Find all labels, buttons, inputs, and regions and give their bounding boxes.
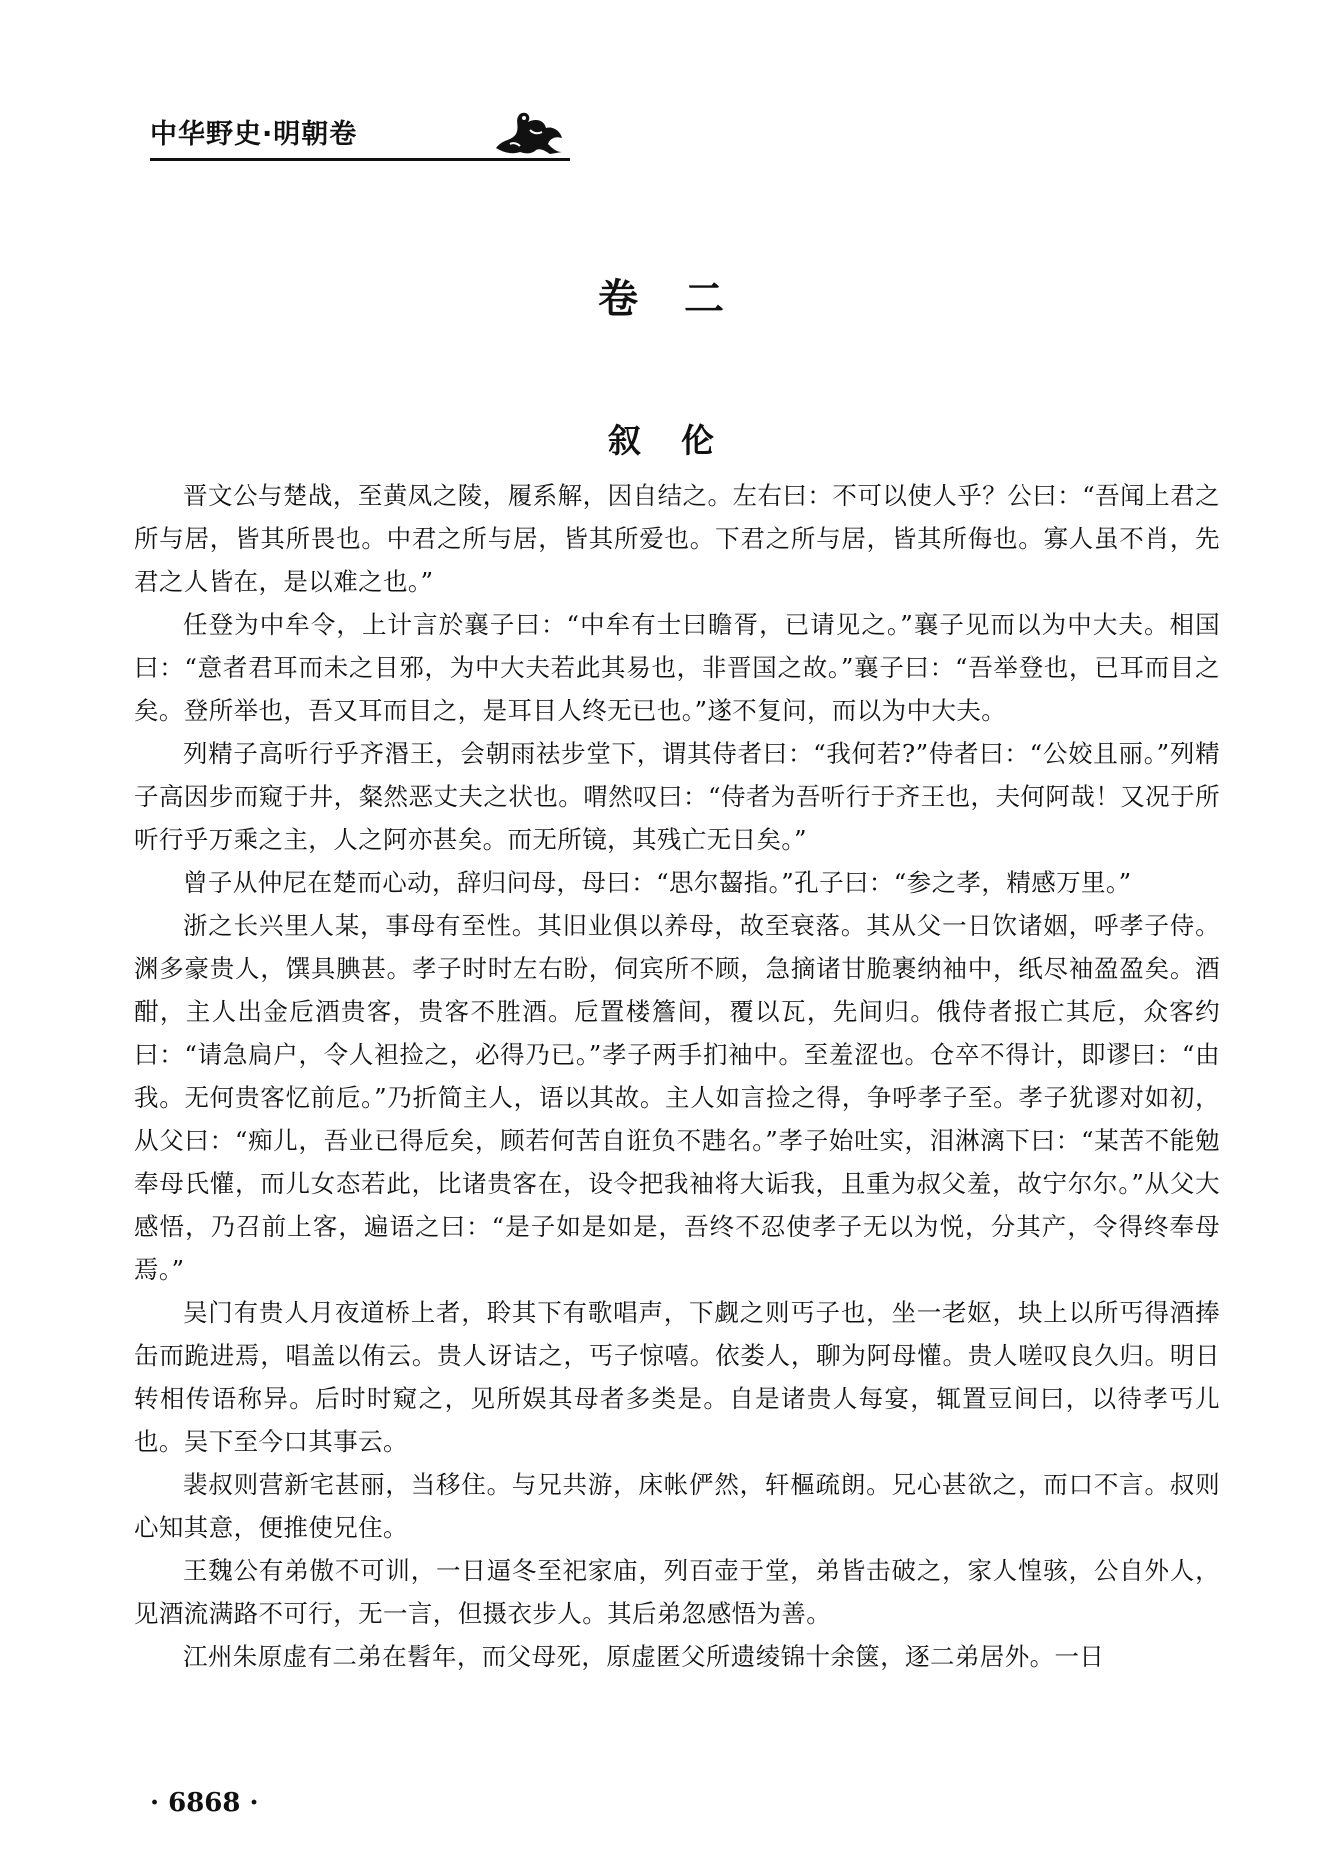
paragraph: 列精子高听行乎齐湣王，会朝雨祛步堂下，谓其侍者曰：“我何若?”侍者曰：“公姣且丽。”列精子高因步而窥于井，粲然恶丈夫之状也。喟然叹曰：“侍者为吾听行于齐王也，夫何阿哉！又况于所听行乎万乘之主，人之阿亦甚矣。而无所镜，其残亡无日矣。” [134,739,1220,854]
running-header [150,108,570,156]
paragraph: 任登为中牟令，上计言於襄子曰：“中牟有士曰瞻胥，已请见之。”襄子见而以为中大夫。相国曰：“意者君耳而未之目邪，为中大夫若此其易也，非晋国之故。”襄子曰：“吾举登也，已耳而目之矣。登所举也，吾又耳而目之，是耳目人终无已也。”遂不复问，而以为中大夫。 [134,610,1220,725]
paragraph: 晋文公与楚战，至黄凤之陵，履系解，因自结之。左右曰：不可以使人乎？公曰：“吾闻上君之所与居，皆其所畏也。中君之所与居，皆其所爱也。下君之所与居，皆其所侮也。寡人虽不肖，先君之人皆在，是以难之也。” [134,481,1220,596]
mythical-beast-emblem-icon [490,108,568,156]
running-title: 中华野史·明朝卷 [150,119,358,150]
paragraph: 吴门有贵人月夜道桥上者，聆其下有歌唱声，下觑之则丐子也，坐一老妪，块上以所丐得酒捧缶而跪进焉，唱盖以侑云。贵人讶诘之，丐子惊嘻。依娄人，聊为阿母懽。贵人嗟叹良久归。明日转相传语称异。后时时窥之，见所娱其母者多类是。自是诸贵人每宴，辄置豆间曰，以待孝丐儿也。吴下至今口其事云。 [134,1298,1220,1456]
paragraph: 王魏公有弟傲不可训，一日逼冬至祀家庙，列百壶于堂，弟皆击破之，家人惶骇，公自外人，见酒流满路不可行，无一言，但摄衣步人。其后弟忽感悟为善。 [134,1556,1220,1628]
paragraph: 曾子从仲尼在楚而心动，辞归问母，母曰：“思尔齧指。”孔子曰：“参之孝，精感万里。” [183,868,1132,897]
section-title: 叙伦 [608,421,754,461]
header-rule [150,158,570,161]
body-text [134,474,1220,1678]
paragraph: 浙之长兴里人某，事母有至性。其旧业俱以养母，故至衰落。其从父一日饮诸姻，呼孝子侍。渊多豪贵人，馔具腆甚。孝子时时左右盼，伺宾所不顾，急摘诸甘脆裹纳袖中，纸尽袖盈盈矣。酒酣，主人出金卮酒贵客，贵客不胜酒。卮置楼簷间，覆以瓦，先间归。俄侍者报亡其卮，众客约曰：“请急扃户，令人袒捡之，必得乃已。”孝子两手扪袖中。至羞涩也。仓卒不得计，即谬曰：“由我。无何贵客忆前卮。”乃折简主人，语以其故。主人如言捡之得，争呼孝子至。孝子犹谬对如初，从父曰：“痴儿，吾业已得卮矣，顾若何苦自诳负不韪名。”孝子始吐实，泪淋漓下曰：“某苦不能勉奉母氏懽，而儿女态若此，比诸贵客在，设令把我袖将大诟我，且重为叔父羞，故宁尔尔。”从父大感悟，乃召前上客，遍语之曰：“是子如是如是，吾终不忍使孝子无以为悦，分其产，令得终奉母焉。” [134,911,1220,1284]
paragraph: 江州朱原虚有二弟在髫年，而父母死，原虚匿父所遗绫锦十余箧，逐二弟居外。一日 [183,1642,1105,1671]
page-number: · 6868 · [150,1788,259,1818]
paragraph: 裴叔则营新宅甚丽，当移住。与兄共游，床帐俨然，轩樞疏朗。兄心甚欲之，而口不言。叔则心知其意，便推使兄住。 [134,1470,1220,1542]
volume-title: 卷二 [598,275,770,322]
